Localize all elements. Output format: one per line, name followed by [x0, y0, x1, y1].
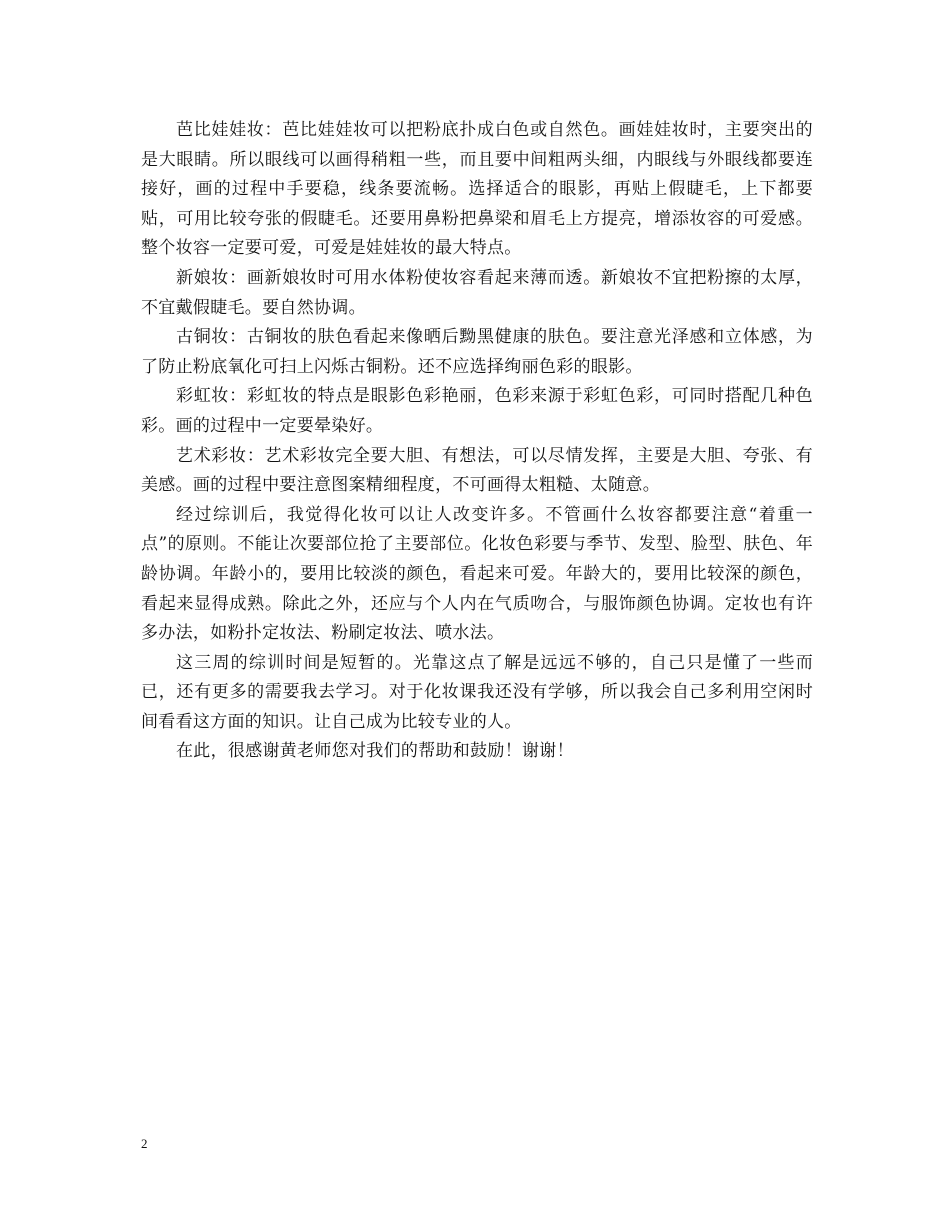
paragraph-art-makeup: 艺术彩妆：艺术彩妆完全要大胆、有想法，可以尽情发挥，主要是大胆、夸张、有美感。画的过程中要注意图案精细程度，不可画得太粗糙、太随意。 [141, 445, 813, 496]
paragraph-thanks: 在此，很感谢黄老师您对我们的帮助和鼓励！谢谢！ [176, 741, 574, 762]
paragraph-bridal-makeup: 新娘妆：画新娘妆时可用水体粉使妆容看起来薄而透。新娘妆不宜把粉擦的太厚，不宜戴假睫毛。要自然协调。 [141, 267, 813, 318]
paragraph-bronze-makeup: 古铜妆：古铜妆的肤色看起来像晒后黝黑健康的肤色。要注意光泽感和立体感，为了防止粉底氧化可扫上闪烁古铜粉。还不应选择绚丽色彩的眼影。 [141, 327, 813, 377]
paragraph-conclusion: 这三周的综训时间是短暂的。光靠这点了解是远远不够的，自己只是懂了一些而已，还有更多的需要我去学习。对于化妆课我还没有学够，所以我会自己多利用空闲时间看看这方面的知识。让自己成为比较专业的人。 [141, 652, 813, 732]
paragraph-rainbow-makeup: 彩虹妆：彩虹妆的特点是眼影色彩艳丽，色彩来源于彩虹色彩，可同时搭配几种色彩。画的过程中一定要晕染好。 [141, 386, 813, 436]
body-text [141, 116, 813, 767]
paragraph-barbie-makeup: 芭比娃娃妆：芭比娃娃妆可以把粉底扑成白色或自然色。画娃娃妆时，主要突出的是大眼睛。所以眼线可以画得稍粗一些，而且要中间粗两头细，内眼线与外眼线都要连接好，画的过程中手要稳，线条要流畅。选择适合的眼影，再贴上假睫毛，上下都要贴，可用比较夸张的假睫毛。还要用鼻粉把鼻梁和眉毛上方提亮，增添妆容的可爱感。整个妆容一定要可爱，可爱是娃娃妆的最大特点。 [141, 120, 813, 259]
page-number: 2 [141, 1136, 148, 1151]
paragraph-reflection: 经过综训后，我觉得化妆可以让人改变许多。不管画什么妆容都要注意“着重一点”的原则。不能让次要部位抢了主要部位。化妆色彩要与季节、发型、脸型、肤色、年龄协调。年龄小的，要用比较淡的颜色，看起来可爱。年龄大的，要用比较深的颜色，看起来显得成熟。除此之外，还应与个人内在气质吻合，与服饰颜色协调。定妆也有许多办法，如粉扑定妆法、粉刷定妆法、喷水法。 [141, 504, 813, 644]
